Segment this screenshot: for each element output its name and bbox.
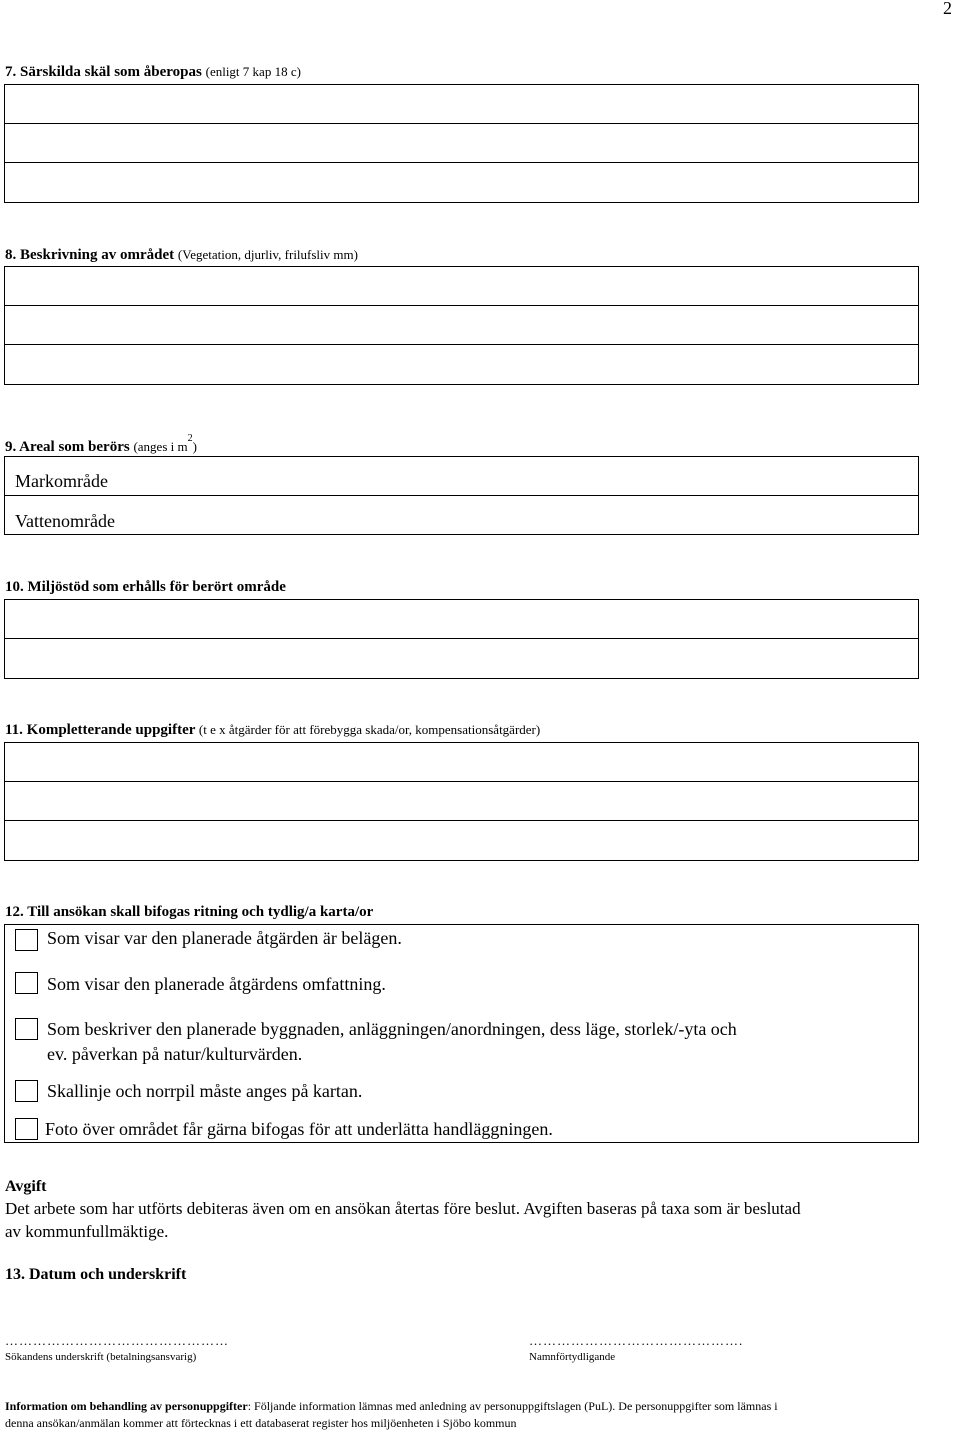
section-11-field-1[interactable] <box>4 742 919 782</box>
section-9-subtitle-start: (anges i m <box>133 439 188 454</box>
section-9-superscript: 2 <box>187 433 193 444</box>
section-7-heading <box>5 64 301 81</box>
section-11-heading <box>5 722 540 739</box>
checklist-item-description-cont: ev. påverkan på natur/kulturvärden. <box>47 1044 303 1064</box>
fee-heading: Avgift <box>5 1178 47 1195</box>
vattenomrade-label: Vattenområde <box>15 511 115 531</box>
section-10-field-2[interactable] <box>4 638 919 679</box>
checklist-item-location: Som visar var den planerade åtgärden är belägen. <box>47 928 402 948</box>
checklist-item-scale: Skallinje och norrpil måste anges på kartan. <box>47 1081 363 1101</box>
fee-text-line-2: av kommunfullmäktige. <box>5 1222 169 1241</box>
section-7-field-2[interactable] <box>4 123 919 163</box>
section-9-subtitle-end: ) <box>192 439 197 454</box>
section-11-field-3[interactable] <box>4 820 919 861</box>
checkbox-description[interactable] <box>15 1018 38 1040</box>
section-8-field-2[interactable] <box>4 305 919 345</box>
fee-text-line-1: Det arbete som har utförts debiteras även om en ansökan återtas före beslut. Avgiften baseras på taxa som är beslutad <box>5 1199 801 1218</box>
checkbox-extent[interactable] <box>15 972 38 994</box>
signature-line[interactable]: ………………………………………… <box>5 1333 229 1348</box>
section-11-field-2[interactable] <box>4 781 919 821</box>
markomrade-field[interactable] <box>4 456 919 496</box>
section-8-heading <box>5 247 358 264</box>
section-11-title: 11. Kompletterande uppgifter <box>5 722 196 738</box>
checklist-item-extent: Som visar den planerade åtgärdens omfattning. <box>47 974 386 994</box>
section-13-heading: 13. Datum och underskrift <box>5 1266 187 1283</box>
name-clarification-label: Namnförtydligande <box>529 1351 616 1363</box>
section-10-field-1[interactable] <box>4 599 919 639</box>
privacy-info-title: Information om behandling av personuppgifter <box>5 1399 248 1413</box>
privacy-info-line-1 <box>5 1399 778 1414</box>
section-10-heading: 10. Miljöstöd som erhålls för berört område <box>5 579 286 595</box>
checklist-item-photo: Foto över området får gärna bifogas för att underlätta handläggningen. <box>45 1119 553 1139</box>
name-clarification-line[interactable]: ………………………………………. <box>529 1333 744 1348</box>
section-7-field-1[interactable] <box>4 84 919 124</box>
checkbox-photo[interactable] <box>15 1118 38 1140</box>
checkbox-location[interactable] <box>15 929 38 951</box>
section-7-title: 7. Särskilda skäl som åberopas <box>5 64 202 80</box>
checkbox-scale[interactable] <box>15 1080 38 1102</box>
vattenomrade-field[interactable] <box>4 495 919 535</box>
section-12-heading: 12. Till ansökan skall bifogas ritning och tydlig/a karta/or <box>5 904 374 920</box>
signature-label: Sökandens underskrift (betalningsansvarig) <box>5 1351 197 1363</box>
privacy-info-text: : Följande information lämnas med anledning av personuppgiftslagen (PuL). De personuppgifter som lämnas i <box>247 1399 778 1413</box>
markomrade-label: Markområde <box>15 471 108 491</box>
section-11-subtitle: (t e x åtgärder för att förebygga skada/or, kompensationsåtgärder) <box>198 722 541 737</box>
section-9-heading <box>5 433 197 456</box>
section-7-field-3[interactable] <box>4 162 919 203</box>
section-8-field-1[interactable] <box>4 266 919 306</box>
privacy-info-line-2: denna ansökan/anmälan kommer att förtecknas i ett databaserat register hos miljöenheten i Sjöbo kommun <box>5 1416 517 1430</box>
section-9-title: 9. Areal som berörs <box>5 439 130 455</box>
section-8-title: 8. Beskrivning av området <box>5 247 175 263</box>
section-7-subtitle: (enligt 7 kap 18 c) <box>205 64 301 79</box>
section-8-subtitle: (Vegetation, djurliv, frilufsliv mm) <box>177 247 358 262</box>
section-8-field-3[interactable] <box>4 344 919 385</box>
page-number: 2 <box>943 0 952 18</box>
checklist-item-description: Som beskriver den planerade byggnaden, anläggningen/anordningen, dess läge, storlek/-yta och <box>47 1019 737 1039</box>
